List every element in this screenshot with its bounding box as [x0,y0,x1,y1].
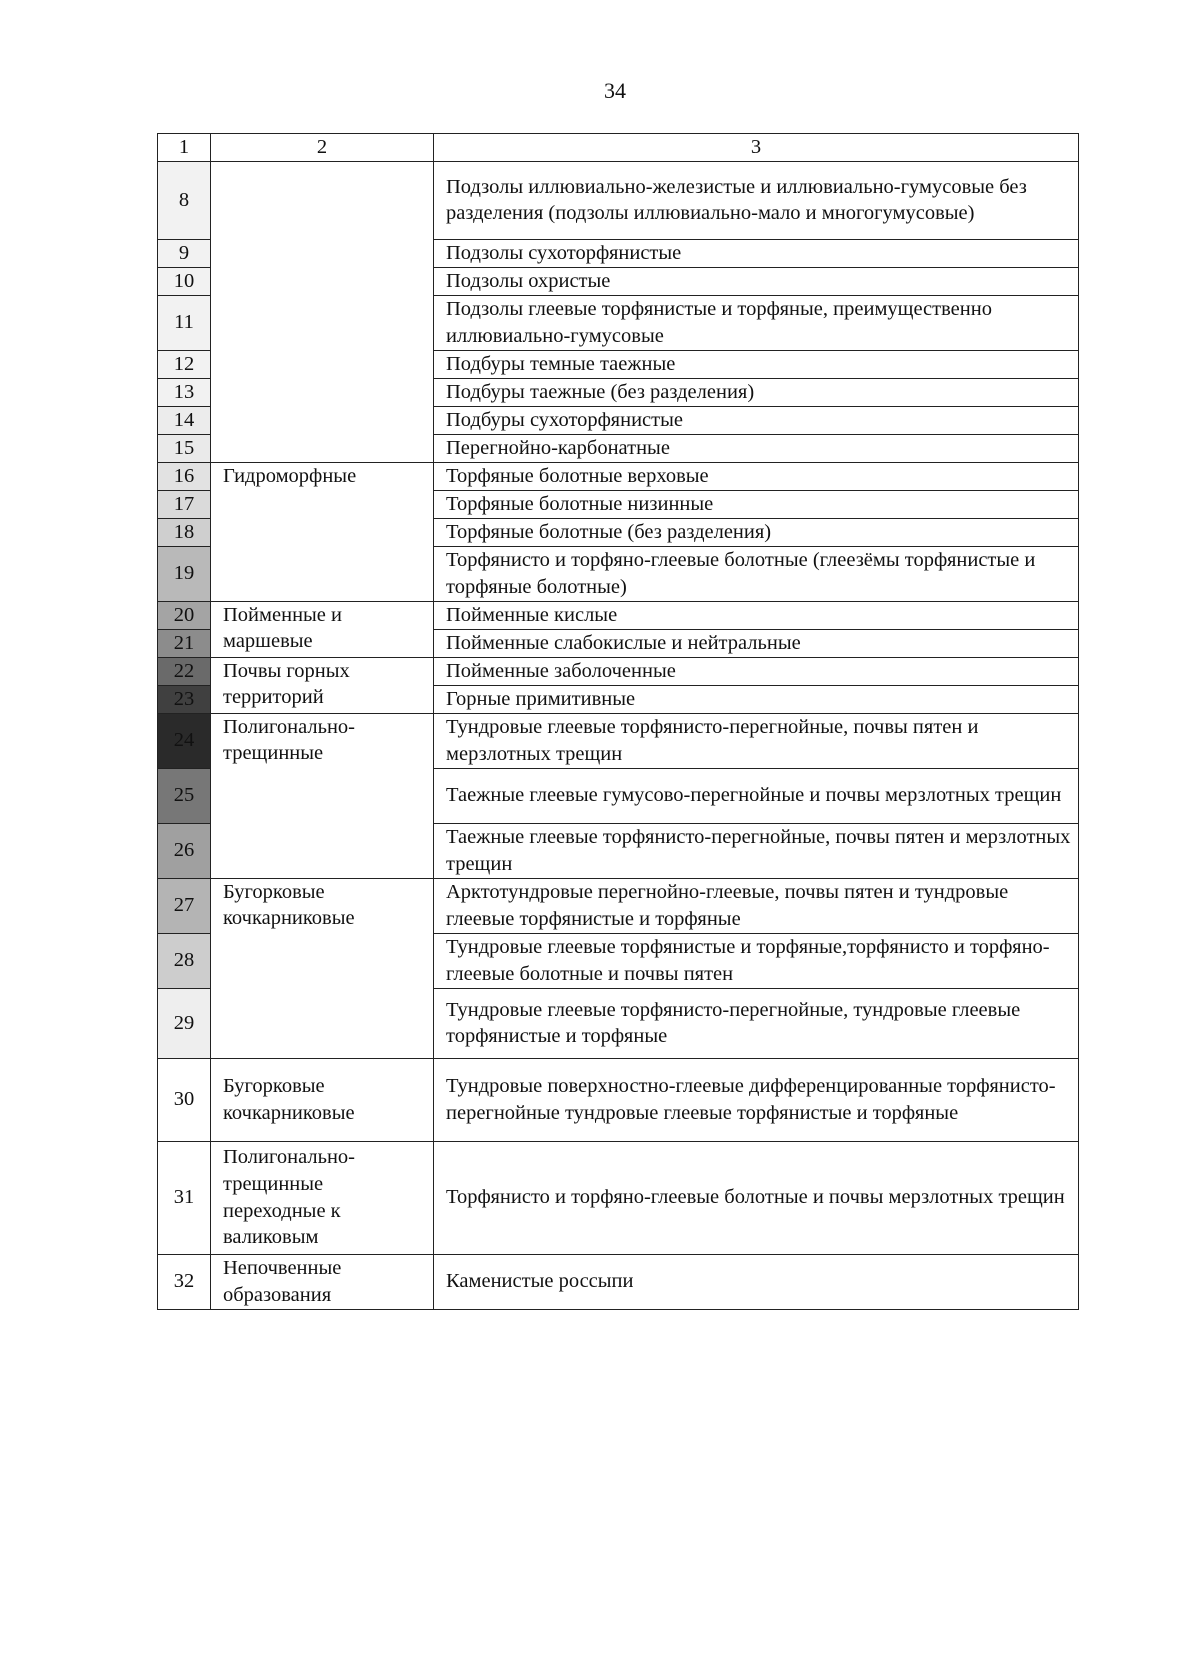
soil-description: Тундровые глеевые торфянисто-перегнойные, тундровые глеевые торфянистые и торфяные [434,988,1079,1058]
legend-number-swatch: 19 [158,546,211,601]
soil-description: Тундровые глеевые торфянисто-перегнойные, почвы пятен и мерзлотных трещин [434,713,1079,768]
page-number: 34 [604,78,626,103]
table-row [158,462,1079,490]
group-label: Полигонально-трещинные [211,713,434,878]
soil-description: Подзолы охристые [434,267,1079,295]
header-cell-2: 2 [211,134,434,162]
soil-description: Тундровые глеевые торфянистые и торфяные,торфянисто и торфяно-глеевые болотные и почвы пятен [434,933,1079,988]
legend-number-swatch: 30 [158,1058,211,1141]
soil-description: Подбуры таежные (без разделения) [434,378,1079,406]
group-label [211,161,434,462]
legend-number-swatch: 12 [158,350,211,378]
soil-description: Торфяные болотные верховые [434,462,1079,490]
group-label: Почвы горных территорий [211,657,434,713]
header-cell-3: 3 [434,134,1079,162]
soil-description: Пойменные слабокислые и нейтральные [434,629,1079,657]
soil-description: Тундровые поверхностно-глеевые дифференцированные торфянисто-перегнойные тундровые глеевые торфянистые и торфяные [434,1058,1079,1141]
table-header-row [158,134,1079,162]
legend-number-swatch: 14 [158,406,211,434]
legend-number-swatch: 8 [158,161,211,239]
soil-legend-table [157,133,1079,1310]
legend-number-swatch: 21 [158,629,211,657]
legend-number-swatch: 25 [158,768,211,823]
soil-description: Пойменные кислые [434,601,1079,629]
legend-number-swatch: 29 [158,988,211,1058]
soil-description: Таежные глеевые торфянисто-перегнойные, почвы пятен и мерзлотных трещин [434,823,1079,878]
table-row [158,878,1079,933]
soil-description: Подбуры сухоторфянистые [434,406,1079,434]
group-label: Непочвенные образования [211,1254,434,1309]
group-label: Полигонально-трещинные переходные к валиковым [211,1141,434,1254]
group-label: Гидроморфные [211,462,434,601]
table-row [158,1058,1079,1141]
soil-description: Подбуры темные таежные [434,350,1079,378]
header-cell-1: 1 [158,134,211,162]
legend-number-swatch: 10 [158,267,211,295]
table-row [158,601,1079,629]
soil-description: Подзолы сухоторфянистые [434,239,1079,267]
legend-number-swatch: 32 [158,1254,211,1309]
table-row [158,161,1079,239]
soil-description: Перегнойно-карбонатные [434,434,1079,462]
legend-number-swatch: 16 [158,462,211,490]
soil-description: Торфянисто и торфяно-глеевые болотные и почвы мерзлотных трещин [434,1141,1079,1254]
soil-description: Арктотундровые перегнойно-глеевые, почвы пятен и тундровые глеевые торфянистые и торфяные [434,878,1079,933]
legend-number-swatch: 28 [158,933,211,988]
legend-number-swatch: 27 [158,878,211,933]
legend-number-swatch: 22 [158,657,211,685]
soil-description: Пойменные заболоченные [434,657,1079,685]
legend-number-swatch: 31 [158,1141,211,1254]
soil-description: Подзолы глеевые торфянистые и торфяные, преимущественно иллювиально-гумусовые [434,295,1079,350]
legend-number-swatch: 18 [158,518,211,546]
soil-description: Каменистые россыпи [434,1254,1079,1309]
legend-number-swatch: 15 [158,434,211,462]
soil-description: Торфяные болотные низинные [434,490,1079,518]
legend-number-swatch: 23 [158,685,211,713]
soil-description: Таежные глеевые гумусово-перегнойные и почвы мерзлотных трещин [434,768,1079,823]
group-label: Пойменные и маршевые [211,601,434,657]
legend-number-swatch: 20 [158,601,211,629]
group-label: Бугорковые кочкарниковые [211,1058,434,1141]
table-row [158,1254,1079,1309]
table-row [158,657,1079,685]
soil-description: Горные примитивные [434,685,1079,713]
group-label: Бугорковые кочкарниковые [211,878,434,1058]
soil-description: Торфянисто и торфяно-глеевые болотные (глеезёмы торфянистые и торфяные болотные) [434,546,1079,601]
legend-number-swatch: 11 [158,295,211,350]
table-row [158,713,1079,768]
legend-number-swatch: 26 [158,823,211,878]
legend-number-swatch: 9 [158,239,211,267]
legend-number-swatch: 13 [158,378,211,406]
legend-number-swatch: 24 [158,713,211,768]
soil-description: Торфяные болотные (без разделения) [434,518,1079,546]
legend-number-swatch: 17 [158,490,211,518]
table-row [158,1141,1079,1254]
soil-description: Подзолы иллювиально-железистые и иллювиально-гумусовые без разделения (подзолы иллювиально-мало и многогумусовые) [434,161,1079,239]
